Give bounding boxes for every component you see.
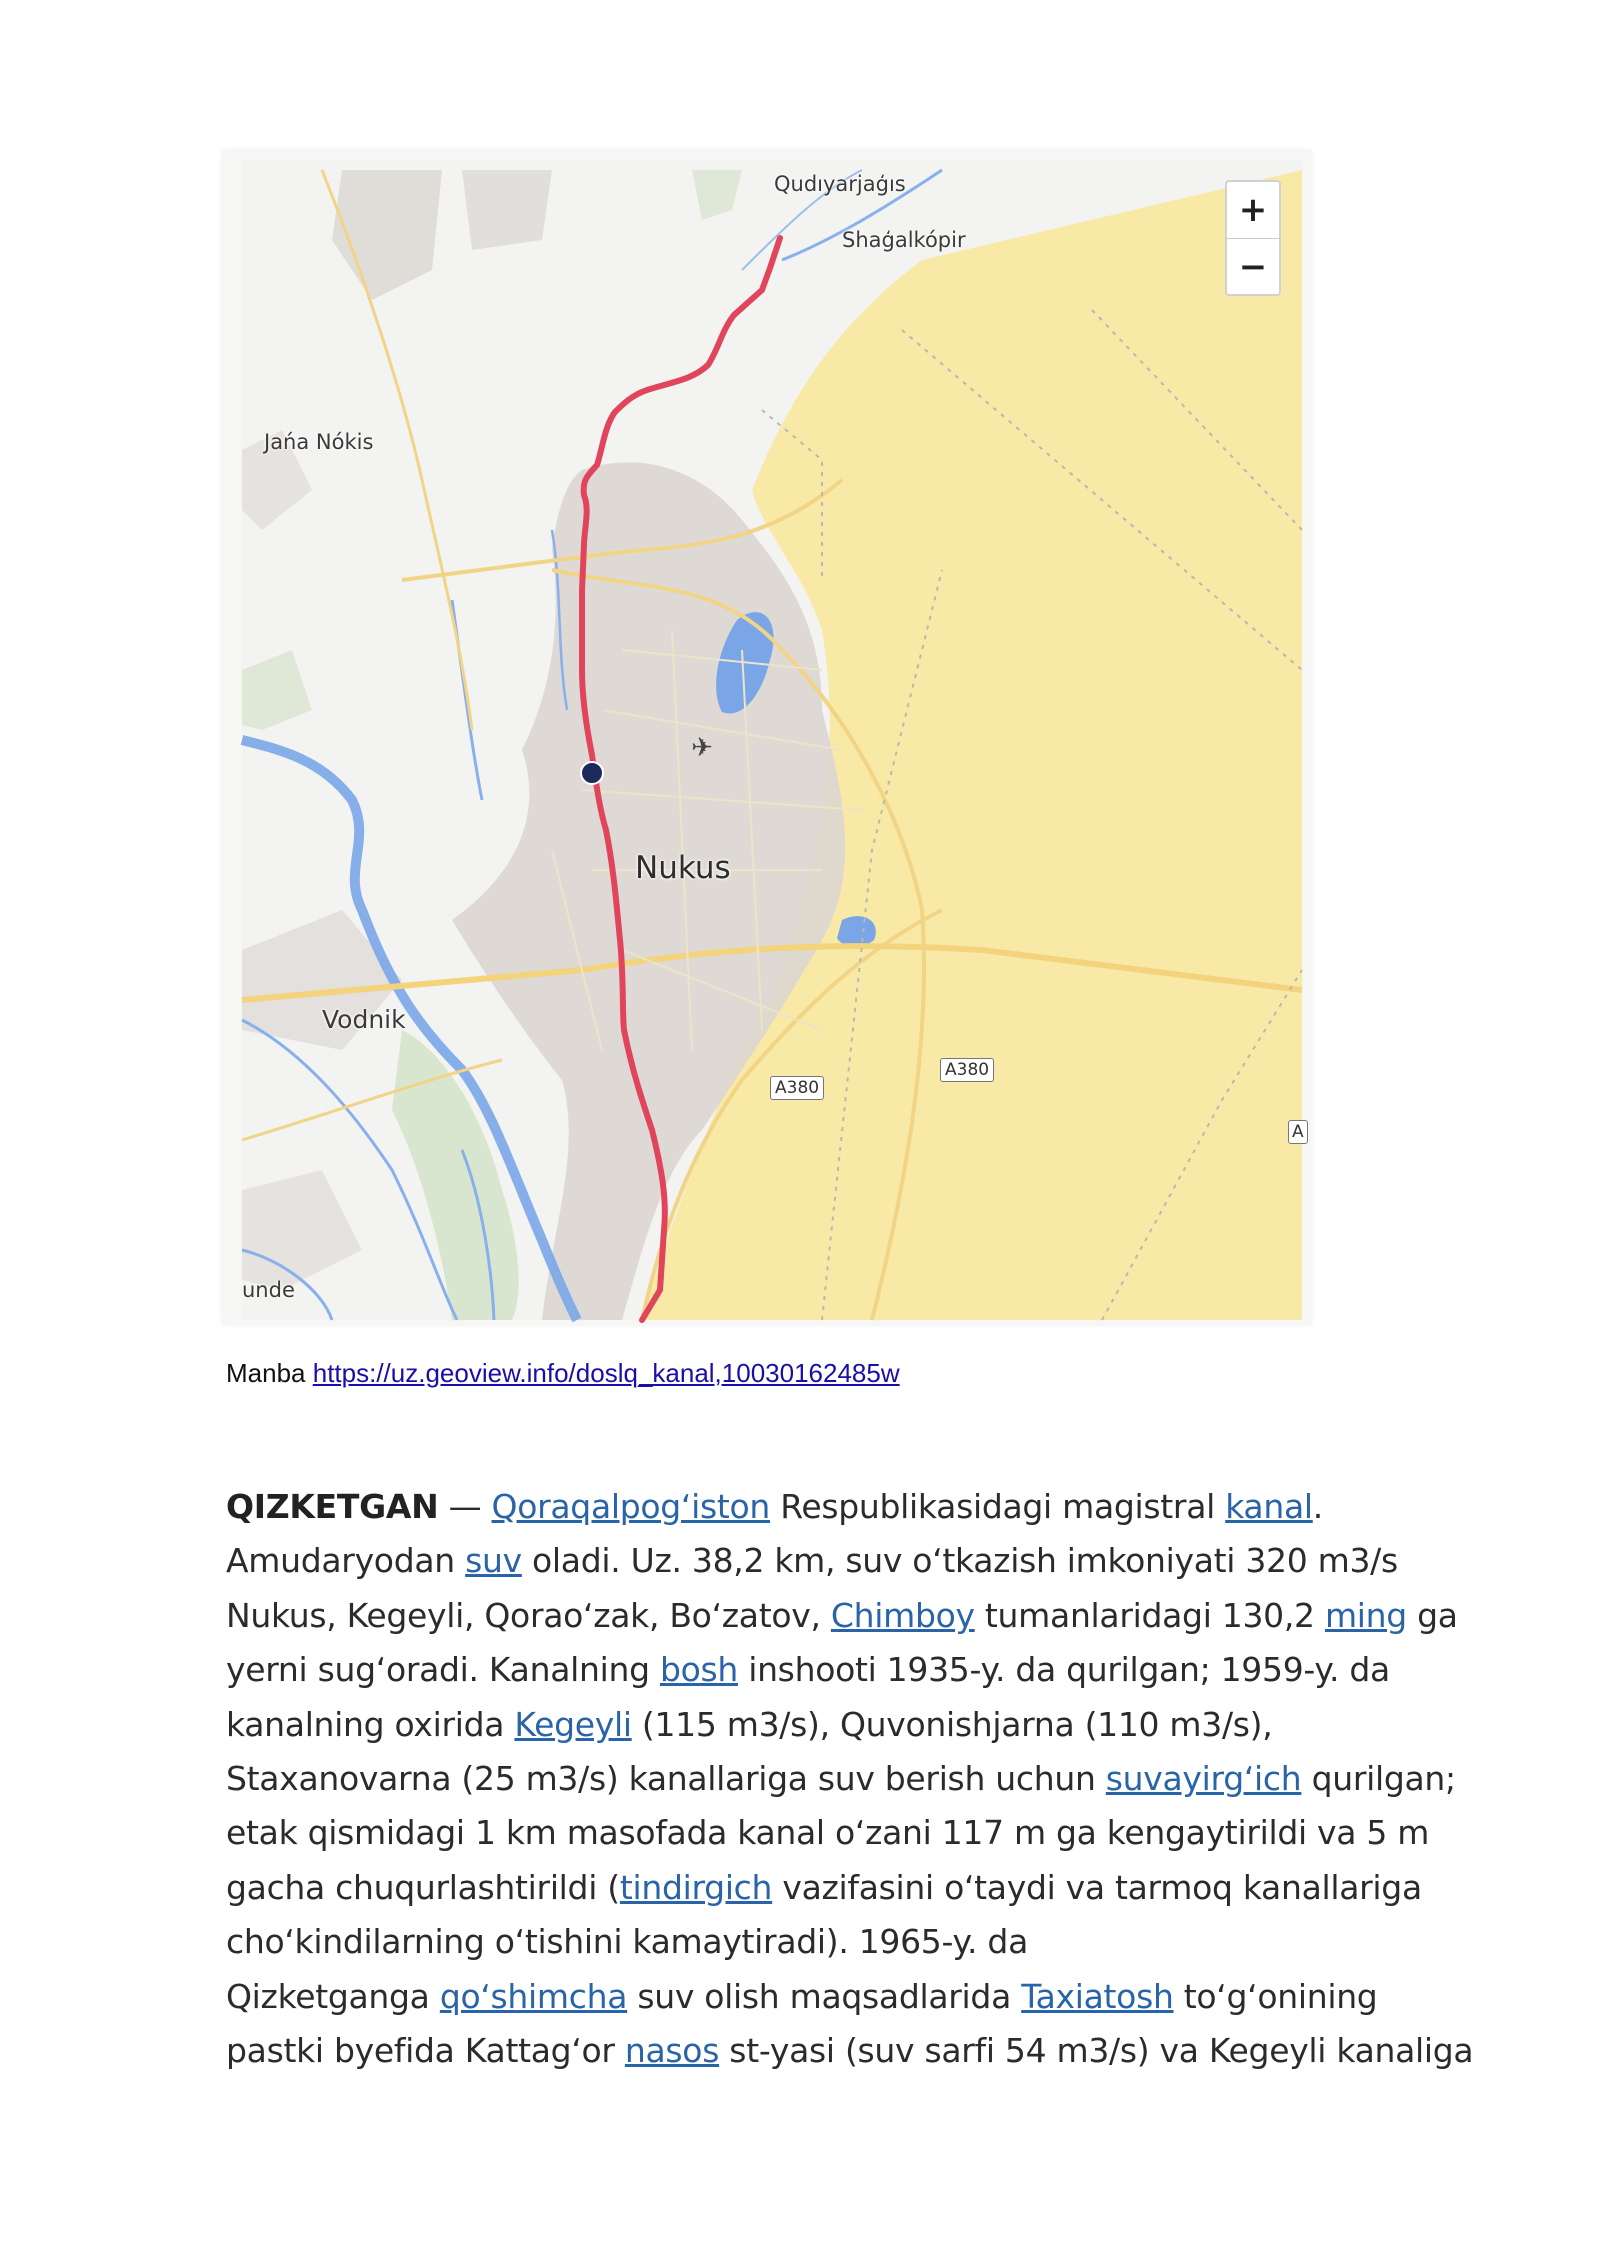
link-kegeyli[interactable]: Kegeyli bbox=[514, 1704, 632, 1744]
source-link[interactable]: https://uz.geoview.info/doslq_kanal,10030162485w bbox=[312, 1358, 900, 1388]
text-segment: vazifasini oʻtaydi va tarmoq kanallariga bbox=[782, 1867, 1422, 1907]
road-shield-a380: A380 bbox=[940, 1058, 994, 1082]
map-widget[interactable] bbox=[222, 150, 1312, 1325]
text-segment: oladi. Uz. 38,2 km, suv oʻtkazish imkoniyati 320 m3/s bbox=[532, 1541, 1398, 1581]
road-shield-a380: A380 bbox=[770, 1076, 824, 1100]
text-segment: suv olish maqsadlarida bbox=[637, 1976, 1011, 2016]
link-chimboy[interactable]: Chimboy bbox=[830, 1595, 975, 1635]
link-nasos[interactable]: nasos bbox=[624, 2031, 720, 2071]
map-caption bbox=[226, 1358, 900, 1389]
text-segment: Staxanovarna (25 m3/s) kanallariga suv berish uchun bbox=[226, 1759, 1096, 1799]
text-segment: toʻgʻonining bbox=[1183, 1976, 1378, 2016]
link-kanal[interactable]: kanal bbox=[1225, 1487, 1313, 1526]
caption-prefix: Manba bbox=[226, 1358, 306, 1388]
road-shield-partial: A bbox=[1288, 1120, 1308, 1144]
text-segment: Respublikasidagi magistral bbox=[780, 1487, 1215, 1526]
article-body bbox=[226, 1480, 1474, 2078]
text-segment: yerni sugʻoradi. Kanalning bbox=[226, 1650, 650, 1690]
link-tindirgich[interactable]: tindirgich bbox=[619, 1867, 773, 1907]
map-label-unde: unde bbox=[242, 1278, 295, 1302]
text-segment: ga bbox=[1417, 1595, 1458, 1635]
title-dash: — bbox=[448, 1487, 482, 1526]
article-title: QIZKETGAN bbox=[226, 1487, 439, 1526]
text-segment: qurilgan; bbox=[1311, 1759, 1456, 1799]
text-segment: pastki byefida Kattagʻor bbox=[226, 2031, 615, 2071]
map-label-nukus: Nukus bbox=[635, 850, 731, 886]
text-segment: Amudaryodan bbox=[226, 1541, 455, 1581]
link-suvayirgich[interactable]: suvayirgʻich bbox=[1105, 1759, 1302, 1799]
link-qoshimcha[interactable]: qoʻshimcha bbox=[439, 1976, 628, 2016]
text-segment: choʻkindilarning oʻtishini kamaytiradi). 1965-y. da bbox=[226, 1922, 1028, 1962]
text-segment: Nukus, Kegeyli, Qoraoʻzak, Boʻzatov, bbox=[226, 1595, 821, 1635]
zoom-out-button[interactable]: − bbox=[1238, 247, 1268, 287]
text-segment: kanalning oxirida bbox=[226, 1704, 505, 1744]
text-segment: st-yasi (suv sarfi 54 m3/s) va Kegeyli kanaliga bbox=[729, 2031, 1474, 2071]
text-segment: inshooti 1935-y. da qurilgan; 1959-y. da bbox=[748, 1650, 1390, 1690]
link-taxiatosh[interactable]: Taxiatosh bbox=[1021, 1976, 1174, 2016]
link-bosh[interactable]: bosh bbox=[659, 1650, 738, 1690]
link-qoraqalpogiston[interactable]: Qoraqalpogʻiston bbox=[491, 1487, 771, 1526]
text-segment: (115 m3/s), Quvonishjarna (110 m3/s), bbox=[641, 1704, 1273, 1744]
map-label-jana-nokis: Jańa Nókis bbox=[264, 430, 374, 454]
link-ming[interactable]: ming bbox=[1324, 1595, 1407, 1635]
zoom-control bbox=[1225, 180, 1281, 296]
map-label-vodnik: Vodnik bbox=[322, 1005, 406, 1034]
svg-text:✈: ✈ bbox=[691, 733, 713, 763]
text-segment: Qizketganga bbox=[226, 1976, 430, 2016]
map-canvas[interactable] bbox=[222, 150, 1312, 1325]
text-segment: . bbox=[1312, 1487, 1323, 1526]
text-segment: tumanlaridagi 130,2 bbox=[984, 1595, 1315, 1635]
map-label-shagalkopir: Shaģalkópir bbox=[842, 228, 966, 252]
link-suv[interactable]: suv bbox=[465, 1541, 522, 1581]
text-segment: etak qismidagi 1 km masofada kanal oʻzani 117 m ga kengaytirildi va 5 m bbox=[226, 1813, 1430, 1853]
text-segment: gacha chuqurlashtirildi ( bbox=[226, 1867, 620, 1907]
map-label-qudiyarjagis: Qudıyarjaģıs bbox=[774, 172, 906, 196]
zoom-in-button[interactable]: + bbox=[1227, 182, 1279, 239]
